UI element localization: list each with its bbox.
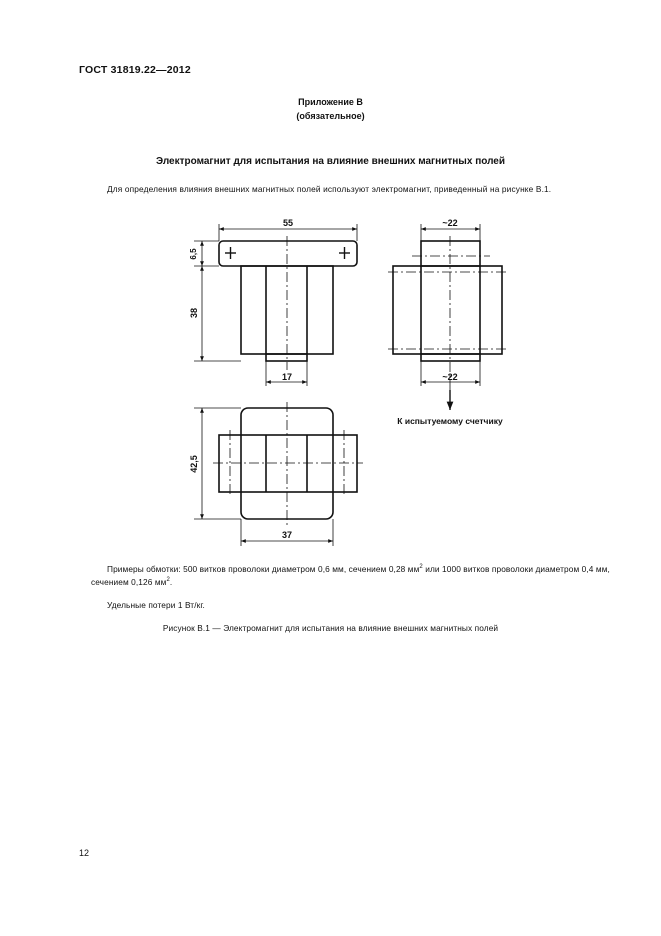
winding-paragraph xyxy=(91,563,621,589)
side-bottom-block xyxy=(421,354,480,361)
annex-title: Приложение В xyxy=(298,97,363,107)
dim-width-bottom: 17 xyxy=(281,372,293,382)
dim-height-cap: 6,5 xyxy=(189,248,198,260)
intro-paragraph: Для определения влияния внешних магнитных полей используют электромагнит, приведенный на рисунке В.1. xyxy=(107,184,552,194)
front-cap xyxy=(219,241,357,266)
arrow-label: К испытуемому счетчику xyxy=(397,416,503,426)
document-code: ГОСТ 31819.22—2012 xyxy=(79,64,191,76)
dim-plan-height: 42,5 xyxy=(189,455,199,473)
annex-status: (обязательное) xyxy=(296,111,365,121)
section-title: Электромагнит для испытания на влияние внешних магнитных полей xyxy=(155,156,506,167)
dim-height-body: 38 xyxy=(189,307,199,319)
winding-sup-1: 2 xyxy=(419,564,423,571)
winding-text-1: Примеры обмотки: 500 витков проволоки диаметром 0,6 мм, сечением 0,28 мм xyxy=(107,564,420,574)
dim-side-top: ~22 xyxy=(442,218,458,228)
side-top-block xyxy=(421,241,480,266)
page-number: 12 xyxy=(79,848,90,858)
winding-text-2: или 1000 витков проволоки диаметром 0,4 мм, сечением 0,126 мм xyxy=(91,564,610,587)
side-body xyxy=(393,266,502,354)
dim-plan-width: 37 xyxy=(281,530,293,540)
winding-text-3: . xyxy=(169,577,173,587)
dim-width-top: 55 xyxy=(282,218,294,228)
figure-caption: Рисунок В.1 — Электромагнит для испытания на влияние внешних магнитных полей xyxy=(162,623,499,633)
plan-cross xyxy=(219,435,357,492)
front-base xyxy=(266,354,307,361)
losses-paragraph: Удельные потери 1 Вт/кг. xyxy=(107,600,205,610)
winding-sup-2: 2 xyxy=(166,577,170,584)
dim-side-bottom: ~22 xyxy=(442,372,458,382)
